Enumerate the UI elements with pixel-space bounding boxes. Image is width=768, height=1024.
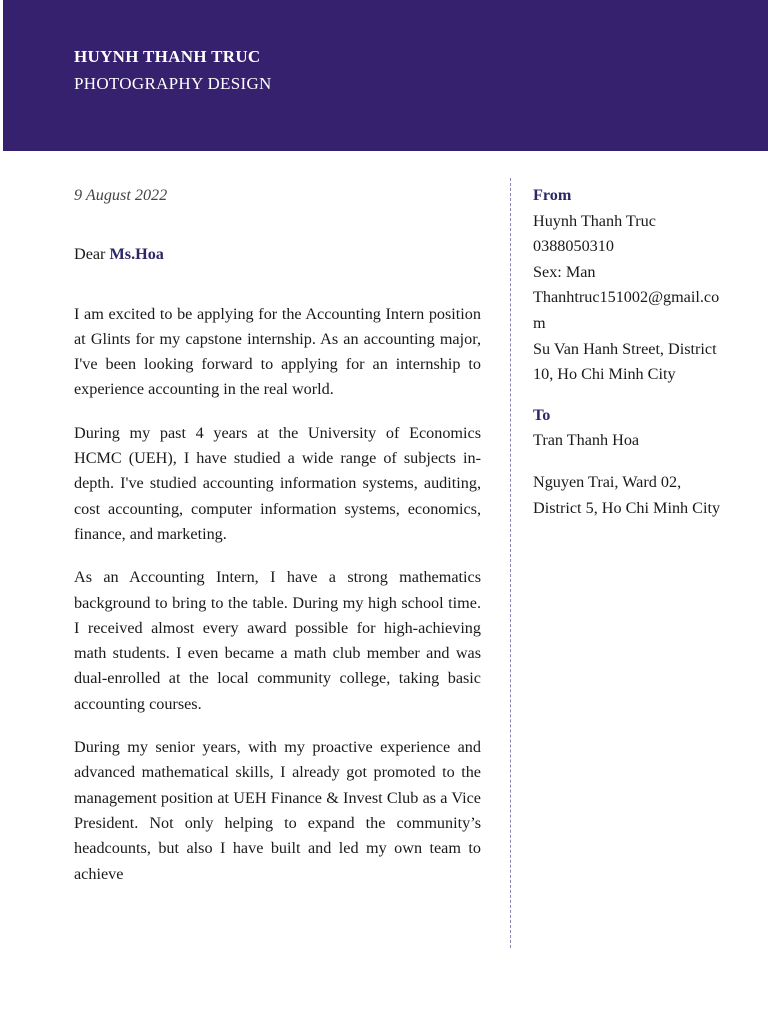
letter-paragraph: During my senior years, with my proactive experience and advanced mathematical skills, I already got promoted to the management position at UEH Finance & Invest Club as a Vice President. Not only helping to expand the community’s headcounts, but also I have built and led my own team to achieve [74, 738, 481, 883]
from-label: From [533, 186, 572, 204]
salutation [74, 242, 481, 267]
author-title: PHOTOGRAPHY DESIGN [74, 74, 272, 93]
sender-address-line2: 10, Ho Chi Minh City [533, 365, 676, 384]
letter-date: 9 August 2022 [74, 186, 168, 204]
letter-paragraph: I am excited to be applying for the Accounting Intern position at Glints for my capstone internship. As an accounting major, I've been looking forward to applying for an internship to experience accounting in the real world. [74, 304, 481, 399]
author-name: HUYNH THANH TRUC [74, 47, 261, 66]
contact-sidebar [533, 183, 731, 521]
letter-paragraph: During my past 4 years at the University of Economics HCMC (UEH), I have studied a wide range of subjects in-depth. I've studied accounting information systems, auditing, cost accounting, computer information systems, economics, finance, and marketing. [74, 423, 481, 543]
sender-address-line1: Su Van Hanh Street, District [533, 339, 717, 358]
salutation-prefix: Dear [74, 245, 110, 264]
receiver-block [533, 403, 731, 521]
sender-email: Thanhtruc151002@gmail.com [533, 288, 720, 332]
letter-paragraph: As an Accounting Intern, I have a strong mathematics background to bring to the table. During my high school time. I received almost every award possible for high-achieving math students. I even became a math club member and was dual-enrolled at the local community college, taking basic accounting courses. [74, 568, 481, 713]
receiver-name: Tran Thanh Hoa [533, 431, 640, 450]
sender-name: Huynh Thanh Truc [533, 211, 656, 230]
letter-body [74, 183, 481, 887]
sender-sex: Sex: Man [533, 262, 596, 281]
header-banner [3, 0, 768, 151]
sender-phone: 0388050310 [533, 237, 614, 256]
salutation-recipient: Ms.Hoa [109, 245, 164, 264]
column-divider [510, 178, 511, 948]
receiver-address: Nguyen Trai, Ward 02, District 5, Ho Chi Minh City [533, 472, 721, 517]
sender-block [533, 183, 731, 388]
to-label: To [533, 405, 551, 424]
